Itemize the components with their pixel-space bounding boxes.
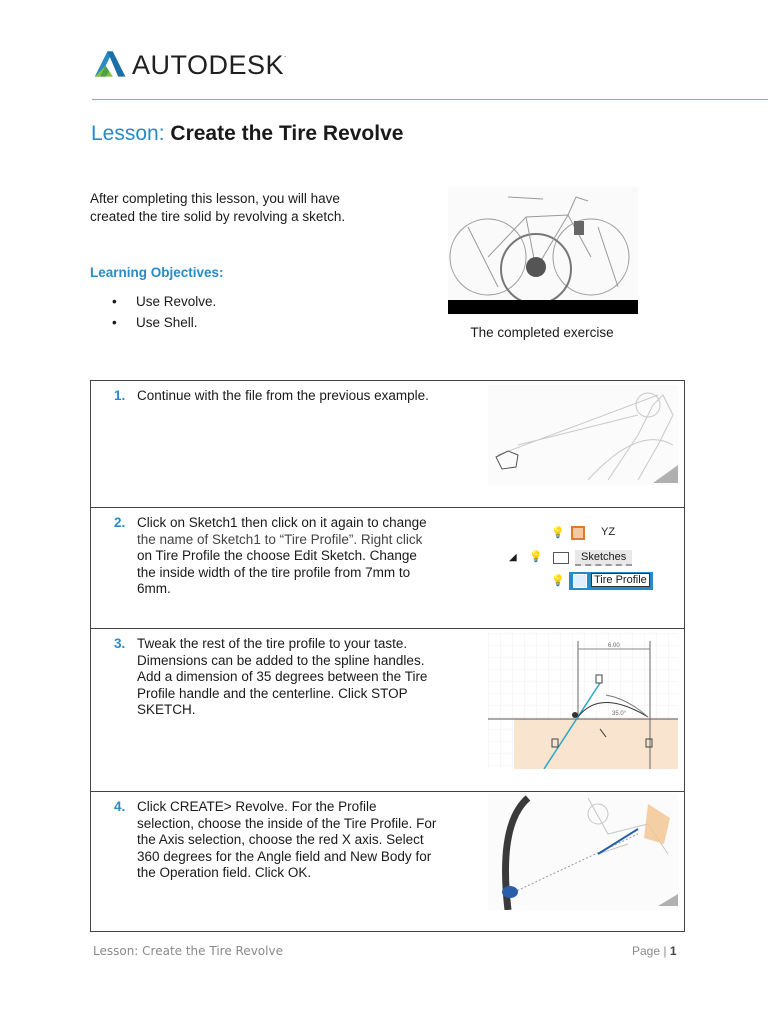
- objectives-heading: Learning Objectives:: [90, 265, 224, 280]
- header-rule: [92, 99, 768, 100]
- autodesk-logo-icon: [92, 46, 130, 82]
- step-number: 2.: [114, 515, 126, 530]
- tree-item-yz[interactable]: YZ: [601, 526, 616, 538]
- step-text: Continue with the file from the previous example.: [137, 388, 429, 403]
- sketch-icon: [573, 574, 587, 588]
- brand-name: AUTODESK.: [132, 50, 287, 80]
- hero-caption: The completed exercise: [470, 325, 614, 340]
- lightbulb-icon: 💡: [529, 551, 543, 563]
- step-text: Click CREATE> Revolve. For the Profile selection, choose the inside of the Tire Profile. For the Axis selection, choose the red X axis. Select 360 degrees for the Angle field and New Body for the Operation field. Click OK.: [137, 799, 437, 880]
- intro-text: After completing this lesson, you will have created the tire solid by revolving a sketch.: [90, 191, 346, 224]
- browser-tree-screenshot: [509, 512, 669, 602]
- step-text: Click on Sketch1 then click on it again to change the name of Sketch1 to “Tire Profile”. Right click on Tire Profile the choose Edit Sketch. Change the inside width of the tire profile from 7mm to 6mm.: [137, 515, 427, 596]
- bicycle-illustration: [448, 187, 638, 315]
- sketch-dimension-screenshot: [488, 633, 678, 769]
- revolve-screenshot: [488, 794, 678, 910]
- lesson-label: Lesson:: [91, 122, 165, 145]
- steps-table: [90, 380, 685, 932]
- step1-screenshot: [488, 385, 678, 485]
- table-row: [91, 629, 685, 792]
- page-title: [91, 122, 403, 146]
- tree-item-sketches[interactable]: Sketches: [575, 550, 632, 566]
- table-row: [91, 381, 685, 508]
- expand-triangle-icon[interactable]: ◢: [509, 552, 517, 563]
- footer-lesson-title: Lesson: Create the Tire Revolve: [93, 944, 283, 958]
- lightbulb-icon: 💡: [551, 527, 565, 539]
- lesson-title: Create the Tire Revolve: [170, 122, 404, 145]
- table-row: [91, 508, 685, 629]
- rename-input[interactable]: Tire Profile: [591, 573, 650, 587]
- plane-icon: [571, 526, 585, 540]
- page-number: Page | 1: [632, 944, 677, 958]
- step-text: Tweak the rest of the tire profile to your taste. Dimensions can be added to the spline handles. Add a dimension of 35 degrees between the Tire Profile handle and the centerline. Click STOP SKETCH.: [137, 636, 428, 717]
- step-number: 1.: [114, 388, 126, 403]
- svg-text:35.0°: 35.0°: [612, 711, 627, 717]
- lightbulb-icon: 💡: [551, 575, 565, 587]
- svg-text:6.00: 6.00: [608, 643, 620, 649]
- table-row: [91, 792, 685, 932]
- list-item: • Use Shell.: [112, 313, 216, 334]
- folder-icon: [553, 552, 569, 564]
- list-item: • Use Revolve.: [112, 292, 216, 313]
- step-number: 4.: [114, 799, 126, 814]
- objectives-list: [112, 292, 216, 334]
- step-number: 3.: [114, 636, 126, 651]
